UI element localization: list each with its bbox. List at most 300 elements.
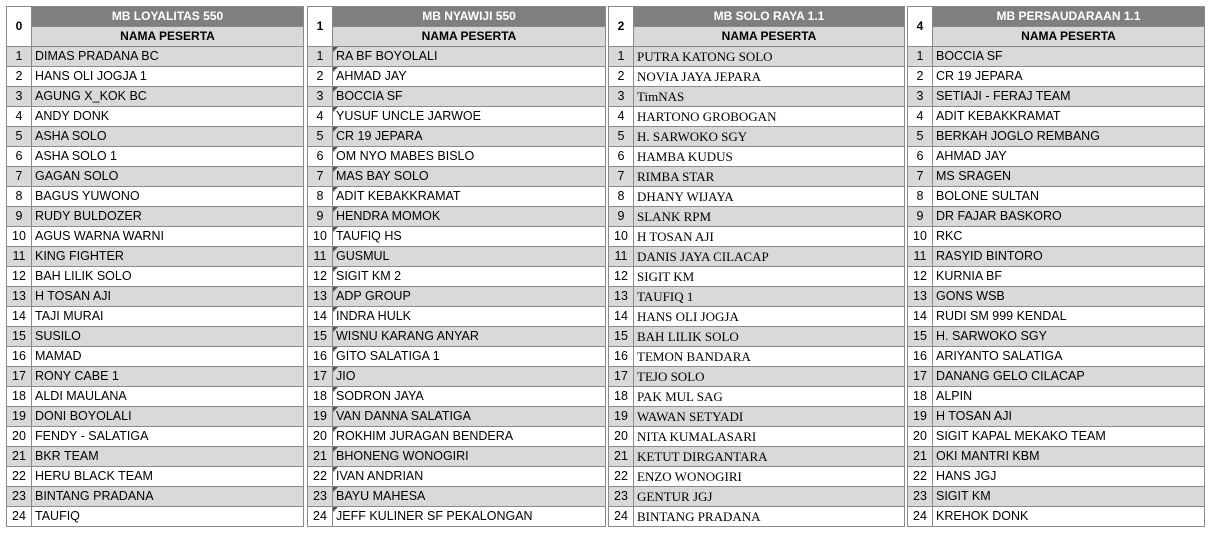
participant-name: ALDI MAULANA [32, 387, 304, 407]
table-row [908, 387, 1205, 407]
row-number: 8 [908, 187, 933, 207]
participant-name: GONS WSB [933, 287, 1205, 307]
row-number: 5 [908, 127, 933, 147]
row-number: 14 [7, 307, 32, 327]
participant-name: RA BF BOYOLALI [333, 47, 606, 67]
participant-name: BAH LILIK SOLO [634, 327, 905, 347]
table-row [7, 487, 304, 507]
row-number: 7 [908, 167, 933, 187]
table-row [609, 327, 905, 347]
table-row [308, 167, 606, 187]
row-number: 6 [7, 147, 32, 167]
row-number: 22 [609, 467, 634, 487]
table-row [308, 507, 606, 527]
table-row [308, 227, 606, 247]
table-row [908, 227, 1205, 247]
row-number: 11 [609, 247, 634, 267]
group-0 [6, 6, 304, 530]
participant-name: TEMON BANDARA [634, 347, 905, 367]
participant-name: OKI MANTRI KBM [933, 447, 1205, 467]
table-row [7, 427, 304, 447]
table-row [908, 487, 1205, 507]
table-row [7, 187, 304, 207]
table-row [908, 347, 1205, 367]
participant-name: SIGIT KM 2 [333, 267, 606, 287]
row-number: 18 [908, 387, 933, 407]
row-number: 10 [308, 227, 333, 247]
table-row [609, 507, 905, 527]
row-number: 10 [908, 227, 933, 247]
table-row [308, 147, 606, 167]
row-number: 3 [908, 87, 933, 107]
table-row [7, 107, 304, 127]
table-row [609, 47, 905, 67]
row-number: 6 [609, 147, 634, 167]
participant-name: KETUT DIRGANTARA [634, 447, 905, 467]
participant-name: BHONENG WONOGIRI [333, 447, 606, 467]
participant-name: DONI BOYOLALI [32, 407, 304, 427]
table-row [609, 407, 905, 427]
table-row [609, 207, 905, 227]
row-number: 20 [308, 427, 333, 447]
row-number: 1 [609, 47, 634, 67]
row-number: 20 [908, 427, 933, 447]
participant-name: SETIAJI - FERAJ TEAM [933, 87, 1205, 107]
row-number: 24 [908, 507, 933, 527]
participant-name: HARTONO GROBOGAN [634, 107, 905, 127]
participant-name: BAGUS YUWONO [32, 187, 304, 207]
participant-name: AGUS WARNA WARNI [32, 227, 304, 247]
participant-name: ASHA SOLO [32, 127, 304, 147]
row-number: 17 [7, 367, 32, 387]
row-number: 3 [7, 87, 32, 107]
participant-name: BOCCIA SF [933, 47, 1205, 67]
table-row [308, 107, 606, 127]
participant-name: RUDI SM 999 KENDAL [933, 307, 1205, 327]
participant-name: BAYU MAHESA [333, 487, 606, 507]
participant-name: ASHA SOLO 1 [32, 147, 304, 167]
row-number: 18 [7, 387, 32, 407]
row-number: 17 [609, 367, 634, 387]
row-number: 20 [609, 427, 634, 447]
participant-name: HANS JGJ [933, 467, 1205, 487]
row-number: 23 [7, 487, 32, 507]
row-number: 3 [308, 87, 333, 107]
row-number: 7 [609, 167, 634, 187]
participant-name: KREHOK DONK [933, 507, 1205, 527]
participant-name: GENTUR JGJ [634, 487, 905, 507]
participant-name: TAUFIQ [32, 507, 304, 527]
table-row [609, 67, 905, 87]
row-number: 5 [609, 127, 634, 147]
table-row [7, 47, 304, 67]
row-number: 13 [908, 287, 933, 307]
table-row [908, 287, 1205, 307]
participant-name: DANIS JAYA CILACAP [634, 247, 905, 267]
row-number: 18 [308, 387, 333, 407]
participant-name: BOLONE SULTAN [933, 187, 1205, 207]
row-number: 12 [908, 267, 933, 287]
table-row [609, 87, 905, 107]
row-number: 6 [308, 147, 333, 167]
table-row [308, 247, 606, 267]
participant-name: NOVIA JAYA JEPARA [634, 67, 905, 87]
participant-name: MS SRAGEN [933, 167, 1205, 187]
table-row [908, 167, 1205, 187]
row-number: 2 [7, 67, 32, 87]
row-number: 23 [308, 487, 333, 507]
participant-name: ANDY DONK [32, 107, 304, 127]
row-number: 11 [7, 247, 32, 267]
participant-name: RASYID BINTORO [933, 247, 1205, 267]
participant-name: RIMBA STAR [634, 167, 905, 187]
table-row [308, 207, 606, 227]
row-number: 13 [308, 287, 333, 307]
participant-name: H TOSAN AJI [32, 287, 304, 307]
table-row [308, 127, 606, 147]
row-number: 21 [7, 447, 32, 467]
row-number: 16 [609, 347, 634, 367]
table-row [609, 267, 905, 287]
row-number: 12 [308, 267, 333, 287]
participant-name: GUSMUL [333, 247, 606, 267]
participant-name: CR 19 JEPARA [933, 67, 1205, 87]
table-row [908, 187, 1205, 207]
row-number: 24 [609, 507, 634, 527]
participant-name: YUSUF UNCLE JARWOE [333, 107, 606, 127]
row-number: 8 [609, 187, 634, 207]
participant-name: TimNAS [634, 87, 905, 107]
table-row [7, 507, 304, 527]
row-number: 20 [7, 427, 32, 447]
row-number: 19 [7, 407, 32, 427]
row-number: 24 [308, 507, 333, 527]
table-row [908, 407, 1205, 427]
row-number: 18 [609, 387, 634, 407]
row-number: 13 [7, 287, 32, 307]
table-row [7, 307, 304, 327]
table-row [908, 267, 1205, 287]
table-row [308, 87, 606, 107]
participant-name: ROKHIM JURAGAN BENDERA [333, 427, 606, 447]
row-number: 19 [308, 407, 333, 427]
participant-name: HAMBA KUDUS [634, 147, 905, 167]
participant-name: KING FIGHTER [32, 247, 304, 267]
participant-name: H TOSAN AJI [634, 227, 905, 247]
row-number: 2 [609, 67, 634, 87]
row-number: 11 [908, 247, 933, 267]
row-number: 24 [7, 507, 32, 527]
group-number: 1 [308, 7, 333, 47]
participant-name: HANS OLI JOGJA [634, 307, 905, 327]
participant-name: RUDY BULDOZER [32, 207, 304, 227]
participant-name: ALPIN [933, 387, 1205, 407]
row-number: 21 [308, 447, 333, 467]
participant-name: ENZO WONOGIRI [634, 467, 905, 487]
table-row [908, 327, 1205, 347]
column-header-nama-peserta: NAMA PESERTA [933, 27, 1205, 47]
column-header-nama-peserta: NAMA PESERTA [32, 27, 304, 47]
row-number: 13 [609, 287, 634, 307]
participant-name: SUSILO [32, 327, 304, 347]
group-number: 4 [908, 7, 933, 47]
participant-name: TAUFIQ HS [333, 227, 606, 247]
participant-name: ADIT KEBAKKRAMAT [933, 107, 1205, 127]
table-row [609, 387, 905, 407]
table-row [7, 167, 304, 187]
row-number: 16 [908, 347, 933, 367]
participant-name: JEFF KULINER SF PEKALONGAN [333, 507, 606, 527]
table-row [308, 267, 606, 287]
participant-name: DHANY WIJAYA [634, 187, 905, 207]
table-row [609, 487, 905, 507]
participant-name: TAJI MURAI [32, 307, 304, 327]
table-row [908, 507, 1205, 527]
row-number: 9 [7, 207, 32, 227]
row-number: 17 [308, 367, 333, 387]
table-row [908, 427, 1205, 447]
row-number: 8 [308, 187, 333, 207]
table-row [308, 47, 606, 67]
row-number: 9 [609, 207, 634, 227]
participant-name: BOCCIA SF [333, 87, 606, 107]
table-row [308, 467, 606, 487]
participant-name: AHMAD JAY [333, 67, 606, 87]
table-row [908, 87, 1205, 107]
participant-name: IVAN ANDRIAN [333, 467, 606, 487]
table-row [908, 467, 1205, 487]
row-number: 21 [908, 447, 933, 467]
row-number: 5 [7, 127, 32, 147]
row-number: 7 [308, 167, 333, 187]
table-row [908, 127, 1205, 147]
table-row [308, 387, 606, 407]
participant-table [6, 6, 304, 527]
row-number: 12 [609, 267, 634, 287]
table-row [908, 147, 1205, 167]
participant-name: GITO SALATIGA 1 [333, 347, 606, 367]
row-number: 9 [308, 207, 333, 227]
row-number: 10 [7, 227, 32, 247]
row-number: 12 [7, 267, 32, 287]
row-number: 22 [308, 467, 333, 487]
table-row [7, 127, 304, 147]
participant-name: WAWAN SETYADI [634, 407, 905, 427]
participant-name: KURNIA BF [933, 267, 1205, 287]
participant-name: NITA KUMALASARI [634, 427, 905, 447]
row-number: 9 [908, 207, 933, 227]
table-row [7, 87, 304, 107]
table-row [308, 347, 606, 367]
row-number: 1 [908, 47, 933, 67]
participant-name: WISNU KARANG ANYAR [333, 327, 606, 347]
table-row [7, 267, 304, 287]
table-row [609, 227, 905, 247]
column-header-nama-peserta: NAMA PESERTA [634, 27, 905, 47]
row-number: 14 [609, 307, 634, 327]
group-2 [608, 6, 905, 530]
table-row [7, 327, 304, 347]
table-row [609, 127, 905, 147]
participant-name: HANS OLI JOGJA 1 [32, 67, 304, 87]
participant-name: SLANK RPM [634, 207, 905, 227]
participant-name: PUTRA KATONG SOLO [634, 47, 905, 67]
row-number: 4 [7, 107, 32, 127]
participant-name: H. SARWOKO SGY [634, 127, 905, 147]
participant-table [307, 6, 606, 527]
row-number: 22 [908, 467, 933, 487]
row-number: 8 [7, 187, 32, 207]
group-title: MB NYAWIJI 550 [333, 7, 606, 27]
table-row [7, 247, 304, 267]
participant-name: RONY CABE 1 [32, 367, 304, 387]
participant-name: H TOSAN AJI [933, 407, 1205, 427]
table-row [308, 367, 606, 387]
participant-name: PAK MUL SAG [634, 387, 905, 407]
participant-name: BKR TEAM [32, 447, 304, 467]
table-row [7, 227, 304, 247]
table-row [908, 207, 1205, 227]
participant-name: ADP GROUP [333, 287, 606, 307]
table-row [908, 367, 1205, 387]
table-row [908, 447, 1205, 467]
table-row [908, 107, 1205, 127]
row-number: 6 [908, 147, 933, 167]
participant-name: ADIT KEBAKKRAMAT [333, 187, 606, 207]
table-row [7, 67, 304, 87]
table-row [308, 307, 606, 327]
participant-name: DR FAJAR BASKORO [933, 207, 1205, 227]
group-title: MB SOLO RAYA 1.1 [634, 7, 905, 27]
participant-name: MAS BAY SOLO [333, 167, 606, 187]
group-3 [907, 6, 1205, 530]
row-number: 2 [308, 67, 333, 87]
row-number: 1 [308, 47, 333, 67]
table-row [609, 147, 905, 167]
participant-name: ARIYANTO SALATIGA [933, 347, 1205, 367]
table-row [609, 427, 905, 447]
participant-name: DANANG GELO CILACAP [933, 367, 1205, 387]
table-row [7, 407, 304, 427]
participant-name: RKC [933, 227, 1205, 247]
table-row [7, 207, 304, 227]
row-number: 15 [908, 327, 933, 347]
table-row [7, 147, 304, 167]
participant-name: BAH LILIK SOLO [32, 267, 304, 287]
participant-name: AGUNG X_KOK BC [32, 87, 304, 107]
table-row [609, 367, 905, 387]
table-row [609, 347, 905, 367]
participant-name: MAMAD [32, 347, 304, 367]
participant-name: JIO [333, 367, 606, 387]
participant-table [907, 6, 1205, 527]
participant-name: VAN DANNA SALATIGA [333, 407, 606, 427]
row-number: 10 [609, 227, 634, 247]
row-number: 7 [7, 167, 32, 187]
participant-name: H. SARWOKO SGY [933, 327, 1205, 347]
table-row [308, 67, 606, 87]
group-number: 0 [7, 7, 32, 47]
participant-name: TAUFIQ 1 [634, 287, 905, 307]
participant-name: INDRA HULK [333, 307, 606, 327]
row-number: 14 [308, 307, 333, 327]
table-row [609, 447, 905, 467]
table-row [7, 447, 304, 467]
participant-name: SODRON JAYA [333, 387, 606, 407]
row-number: 4 [908, 107, 933, 127]
group-title: MB LOYALITAS 550 [32, 7, 304, 27]
participant-name: SIGIT KAPAL MEKAKO TEAM [933, 427, 1205, 447]
participant-table [608, 6, 905, 527]
participant-name: BINTANG PRADANA [634, 507, 905, 527]
row-number: 19 [908, 407, 933, 427]
table-row [609, 467, 905, 487]
table-row [908, 247, 1205, 267]
participant-name: HERU BLACK TEAM [32, 467, 304, 487]
row-number: 1 [7, 47, 32, 67]
row-number: 15 [308, 327, 333, 347]
participant-name: DIMAS PRADANA BC [32, 47, 304, 67]
table-row [908, 307, 1205, 327]
row-number: 3 [609, 87, 634, 107]
table-row [308, 407, 606, 427]
row-number: 16 [308, 347, 333, 367]
participant-name: CR 19 JEPARA [333, 127, 606, 147]
table-row [308, 427, 606, 447]
table-row [609, 287, 905, 307]
row-number: 23 [609, 487, 634, 507]
table-row [609, 167, 905, 187]
table-row [7, 347, 304, 367]
participant-name: TEJO SOLO [634, 367, 905, 387]
table-row [7, 367, 304, 387]
row-number: 19 [609, 407, 634, 427]
row-number: 15 [609, 327, 634, 347]
participant-name: FENDY - SALATIGA [32, 427, 304, 447]
participant-name: SIGIT KM [634, 267, 905, 287]
column-header-nama-peserta: NAMA PESERTA [333, 27, 606, 47]
participant-name: BINTANG PRADANA [32, 487, 304, 507]
table-row [308, 287, 606, 307]
table-row [908, 67, 1205, 87]
table-row [7, 287, 304, 307]
group-1 [307, 6, 606, 530]
row-number: 21 [609, 447, 634, 467]
row-number: 17 [908, 367, 933, 387]
table-row [7, 387, 304, 407]
table-row [308, 447, 606, 467]
participant-name: GAGAN SOLO [32, 167, 304, 187]
table-row [308, 187, 606, 207]
participant-name: HENDRA MOMOK [333, 207, 606, 227]
table-row [308, 487, 606, 507]
participant-name: BERKAH JOGLO REMBANG [933, 127, 1205, 147]
participant-name: SIGIT KM [933, 487, 1205, 507]
row-number: 5 [308, 127, 333, 147]
table-row [609, 307, 905, 327]
group-number: 2 [609, 7, 634, 47]
row-number: 14 [908, 307, 933, 327]
table-row [609, 247, 905, 267]
table-row [609, 107, 905, 127]
row-number: 22 [7, 467, 32, 487]
row-number: 16 [7, 347, 32, 367]
table-row [308, 327, 606, 347]
participant-name: OM NYO MABES BISLO [333, 147, 606, 167]
row-number: 15 [7, 327, 32, 347]
participant-name: AHMAD JAY [933, 147, 1205, 167]
table-row [7, 467, 304, 487]
